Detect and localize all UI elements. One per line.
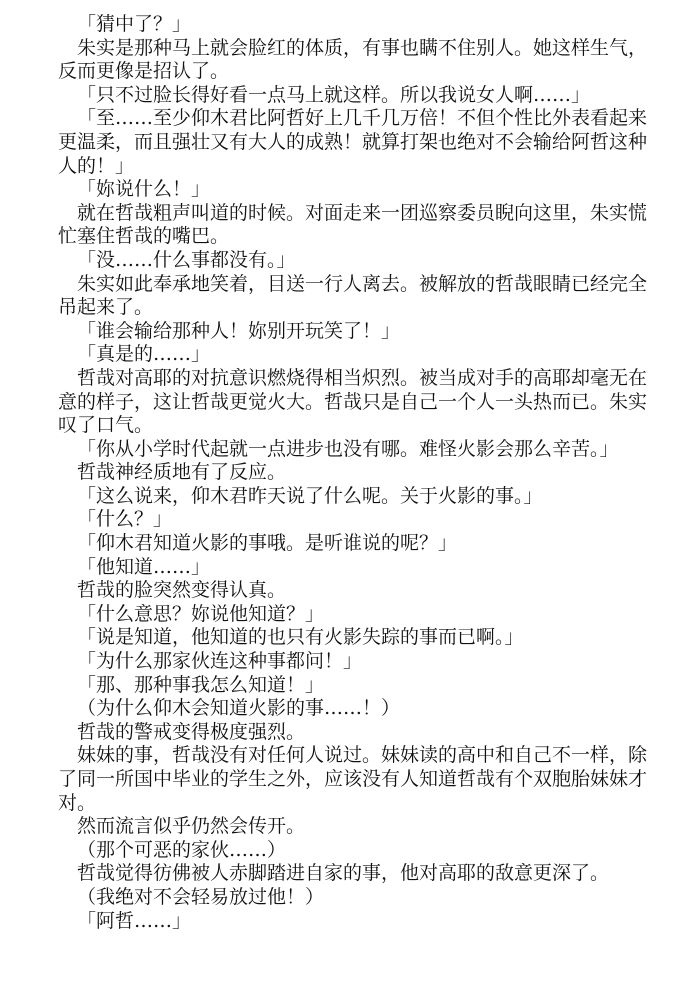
paragraph: 哲哉的警戒变得极度强烈。 xyxy=(77,720,306,743)
paragraph: 「谁会输给那种人！妳别开玩笑了！」 xyxy=(77,319,401,342)
paragraph: 「至……至少仰木君比阿哲好上几千几万倍！不但个性比外表看起来更温柔，而且强壮又有大人的成熟！就算打架也绝对不会输给阿哲这种人的！」 xyxy=(58,107,648,177)
paragraph: 「妳说什么！」 xyxy=(77,178,211,201)
paragraph: 「为什么那家伙连这种事都问！」 xyxy=(77,650,363,673)
paragraph: （为什么仰木会知道火影的事……！） xyxy=(77,697,401,720)
paragraph: 哲哉对高耶的对抗意识燃烧得相当炽烈。被当成对手的高耶却毫无在意的样子，这让哲哉更觉火大。哲哉只是自己一个人一头热而已。朱实叹了口气。 xyxy=(58,366,648,437)
paragraph: 「真是的……」 xyxy=(77,343,211,366)
paragraph: 「什么意思？妳说他知道？」 xyxy=(77,602,325,625)
paragraph: 朱实是那种马上就会脸红的体质，有事也瞒不住别人。她这样生气，反而更像是招认了。 xyxy=(58,36,648,83)
paragraph: （我绝对不会轻易放过他！） xyxy=(77,885,325,908)
paragraph: 朱实如此奉承地笑着，目送一行人离去。被解放的哲哉眼睛已经完全吊起来了。 xyxy=(58,272,648,319)
paragraph: （那个可恶的家伙……） xyxy=(77,838,287,861)
paragraph: 「你从小学时代起就一点进步也没有哪。难怪火影会那么辛苦。」 xyxy=(77,437,619,460)
paragraph: 「什么？」 xyxy=(77,508,173,531)
paragraph: 「那、那种事我怎么知道！」 xyxy=(77,673,325,696)
paragraph: 就在哲哉粗声叫道的时候。对面走来一团巡察委员睨向这里，朱实慌忙塞住哲哉的嘴巴。 xyxy=(58,201,648,248)
paragraph: 「他知道……」 xyxy=(77,555,211,578)
paragraph: 哲哉神经质地有了反应。 xyxy=(77,461,287,484)
paragraph: 「这么说来，仰木君昨天说了什么呢。关于火影的事。」 xyxy=(77,484,543,507)
paragraph: 然而流言似乎仍然会传开。 xyxy=(77,815,306,838)
paragraph: 哲哉觉得彷佛被人赤脚踏进自家的事，他对高耶的敌意更深了。 xyxy=(77,862,610,885)
paragraph: 「阿哲……」 xyxy=(77,909,192,932)
paragraph: 「没……什么事都没有。」 xyxy=(77,248,296,271)
paragraph: 「只不过脸长得好看一点马上就这样。所以我说女人啊……」 xyxy=(77,83,591,106)
paragraph: 「仰木君知道火影的事哦。是听谁说的呢？」 xyxy=(77,532,458,555)
paragraph: 哲哉的脸突然变得认真。 xyxy=(77,579,287,602)
paragraph: 妹妹的事，哲哉没有对任何人说过。妹妹读的高中和自己不一样，除了同一所国中毕业的学生之外，应该没有人知道哲哉有个双胞胎妹妹才对。 xyxy=(58,744,648,814)
paragraph: 「猜中了？」 xyxy=(77,13,192,35)
paragraph: 「说是知道，他知道的也只有火影失踪的事而已啊。」 xyxy=(77,626,524,649)
